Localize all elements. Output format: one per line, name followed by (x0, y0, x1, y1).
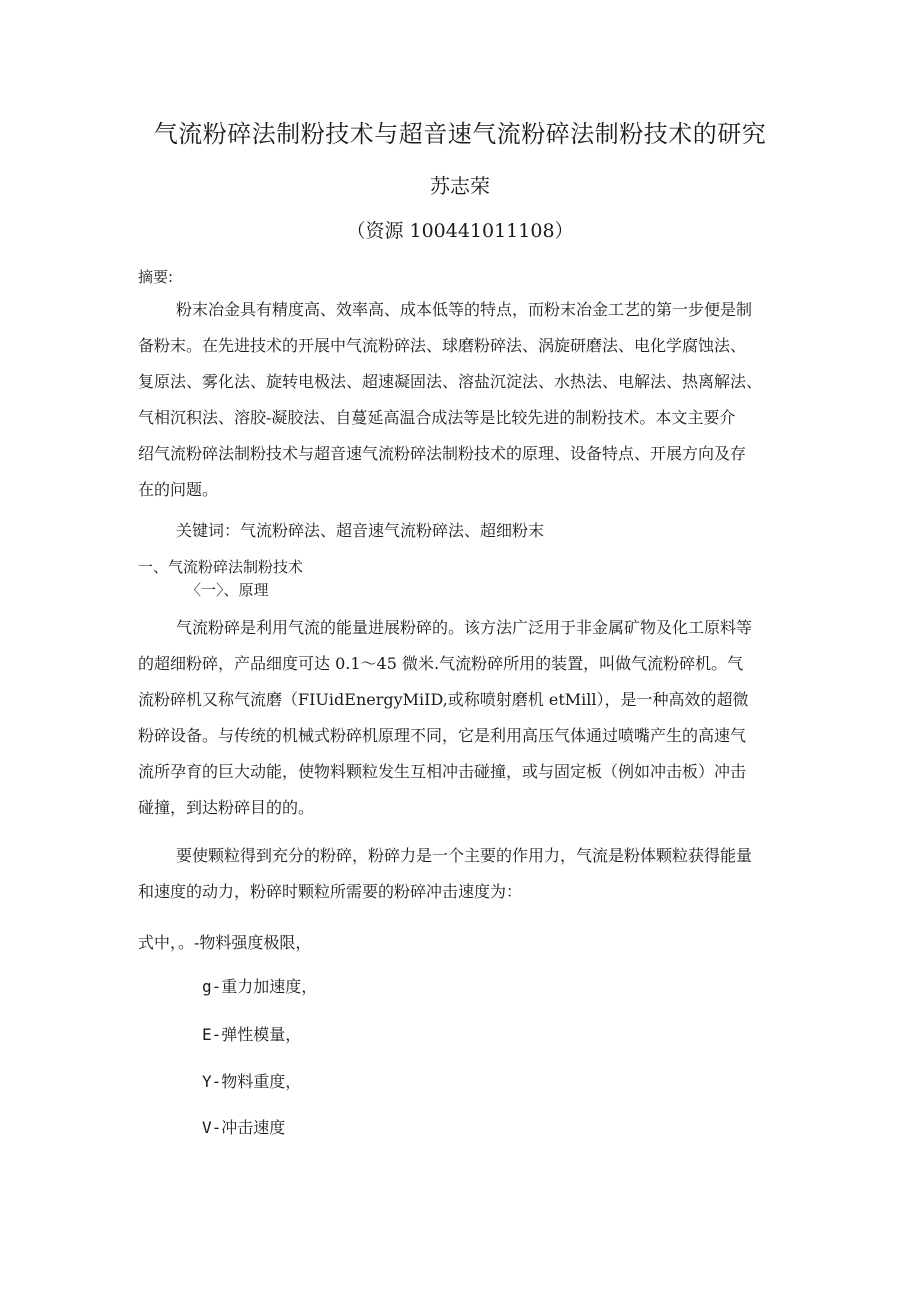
paragraph-line: 流粉碎机又称气流磨（FIUidEnergyMiID,或称喷射磨机 etMill），是一种高效的超微 (138, 690, 749, 709)
abstract-label: 摘要: (138, 268, 174, 286)
variable-definition: g-重力加速度， (202, 977, 318, 996)
paragraph-line: 和速度的动力，粉碎时颗粒所需要的粉碎冲击速度为： (138, 882, 523, 901)
paragraph-line: 碰撞，到达粉碎目的的。 (138, 798, 315, 817)
abstract-paragraph (138, 292, 782, 508)
subsection-heading: 〈一〉、原理 (186, 581, 269, 599)
paragraph-line: 气流粉碎是利用气流的能量进展粉碎的。该方法广泛用于非金属矿物及化工原料等 (176, 618, 753, 637)
variable-definition: Y-物料重度， (202, 1072, 302, 1091)
abstract-line: 复原法、雾化法、旋转电极法、超速凝固法、溶盐沉淀法、水热法、电解法、热离解法、 (138, 372, 763, 391)
body-paragraph-velocity (138, 838, 782, 910)
document-title: 气流粉碎法制粉技术与超音速气流粉碎法制粉技术的研究 (153, 120, 767, 148)
section-heading: 一、气流粉碎法制粉技术 (138, 558, 304, 576)
paragraph-line: 流所孕育的巨大动能，使物料颗粒发生互相冲击碰撞，或与固定板（例如冲击板）冲击 (138, 762, 747, 781)
paragraph-line: 的超细粉碎，产品细度可达 0.1～45 微米.气流粉碎所用的装置，叫做气流粉碎机。气 (138, 654, 744, 673)
variable-definition: V-冲击速度 (202, 1118, 286, 1137)
formula-intro: 式中，。-物料强度极限， (138, 933, 312, 952)
abstract-line: 气相沉积法、溶胶-凝胶法、自蔓延高温合成法等是比较先进的制粉技术。本文主要介 (138, 408, 736, 427)
author-name: 苏志荣 (430, 174, 490, 198)
body-paragraph-principle (138, 610, 782, 826)
keywords: 关键词：气流粉碎法、超音速气流粉碎法、超细粉末 (176, 521, 545, 540)
source-id: （资源 100441011108） (346, 220, 574, 242)
abstract-line: 绍气流粉碎法制粉技术与超音速气流粉碎法制粉技术的原理、设备特点、开展方向及存 (138, 444, 747, 463)
paragraph-line: 要使颗粒得到充分的粉碎，粉碎力是一个主要的作用力，气流是粉体颗粒获得能量 (176, 846, 753, 865)
abstract-line: 粉末冶金具有精度高、效率高、成本低等的特点，而粉末冶金工艺的第一步便是制 (176, 300, 753, 319)
abstract-line: 备粉末。在先进技术的开展中气流粉碎法、球磨粉碎法、涡旋研磨法、电化学腐蚀法、 (138, 336, 747, 355)
variable-definition: E-弹性模量， (202, 1025, 302, 1044)
paragraph-line: 粉碎设备。与传统的机械式粉碎机原理不同，它是利用高压气体通过喷嘴产生的高速气 (138, 726, 747, 745)
abstract-line: 在的问题。 (138, 480, 219, 499)
